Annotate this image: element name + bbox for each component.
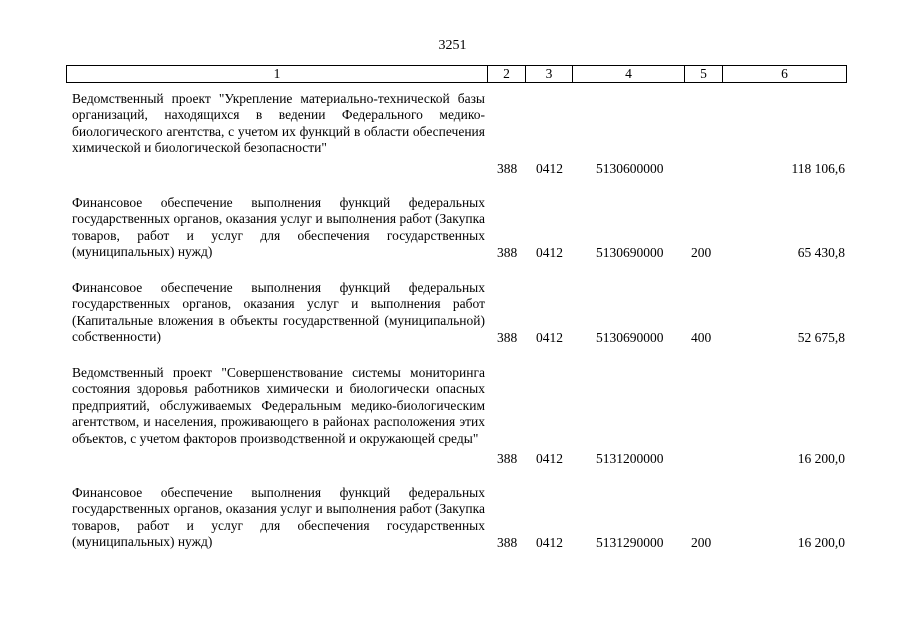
page-number: 3251 [438, 38, 467, 53]
header-col-3: 3 [525, 66, 572, 82]
header-col-2: 2 [487, 66, 525, 82]
table-header [66, 65, 847, 83]
row-description: Ведомственный проект "Совершенствование системы мониторинга состояния здоровья работников химически и биологически опасных предприятий, обслуживаемых Федеральным медико-биологическим агентством, и населения, проживающего в районах расположения этих объектов, с учетом факторов производственной и окружающей среды" [72, 365, 485, 446]
row-section: 0412 [536, 161, 563, 176]
row-section: 0412 [536, 535, 563, 550]
row-target: 5131200000 [596, 451, 664, 466]
row-target: 5131290000 [596, 535, 664, 550]
row-description: Финансовое обеспечение выполнения функций федеральных государственных органов, оказания услуг и выполнения работ (Капитальные вложения в объекты государственной (муниципальной) собственности) [72, 280, 485, 345]
row-expense-type: 400 [691, 330, 712, 345]
header-col-4: 4 [572, 66, 684, 82]
row-amount: 118 106,6 [791, 161, 845, 176]
row-ministry: 388 [497, 535, 518, 550]
row-expense-type: 200 [691, 535, 712, 550]
row-expense-type: 200 [691, 245, 712, 260]
row-section: 0412 [536, 330, 563, 345]
header-col-5: 5 [684, 66, 722, 82]
header-col-1: 1 [273, 66, 281, 81]
row-target: 5130600000 [596, 161, 664, 176]
row-ministry: 388 [497, 161, 518, 176]
row-target: 5130690000 [596, 245, 664, 260]
row-ministry: 388 [497, 330, 518, 345]
row-section: 0412 [536, 451, 563, 466]
row-target: 5130690000 [596, 330, 664, 345]
row-amount: 52 675,8 [797, 330, 845, 345]
row-amount: 65 430,8 [797, 245, 845, 260]
row-amount: 16 200,0 [797, 451, 845, 466]
row-ministry: 388 [497, 245, 518, 260]
row-amount: 16 200,0 [797, 535, 845, 550]
row-description: Ведомственный проект "Укрепление материально-технической базы организаций, находящихся в ведении Федерального медико-биологического агентства, с учетом их функций в области обеспечения химической и биологической безопасности" [72, 91, 485, 156]
row-description: Финансовое обеспечение выполнения функций федеральных государственных органов, оказания услуг и выполнения работ (Закупка товаров, работ и услуг для обеспечения государственных (муниципальных) нужд) [72, 485, 485, 550]
row-description: Финансовое обеспечение выполнения функций федеральных государственных органов, оказания услуг и выполнения работ (Закупка товаров, работ и услуг для обеспечения государственных (муниципальных) нужд) [72, 195, 485, 260]
row-ministry: 388 [497, 451, 518, 466]
header-col-6: 6 [722, 66, 846, 82]
row-section: 0412 [536, 245, 563, 260]
